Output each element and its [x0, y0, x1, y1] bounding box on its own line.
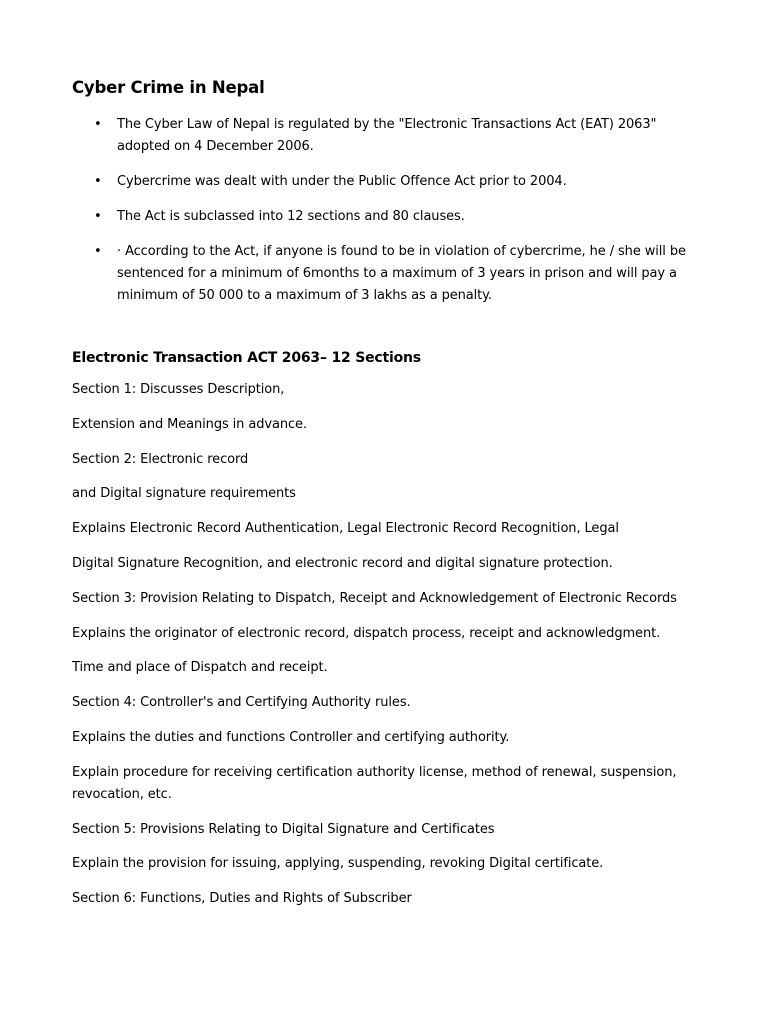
paragraph: Explain the provision for issuing, applying, suspending, revoking Digital certificate. — [72, 856, 604, 872]
list-item — [72, 171, 708, 193]
paragraph: Section 4: Controller's and Certifying Authority rules. — [72, 695, 411, 711]
list-item-text: · According to the Act, if anyone is found to be in violation of cybercrime, he / she will be sentenced for a minimum of 6months to a maximum of 3 years in prison and will pay a minimum of 50 000 to a maximum of 3 lakhs as a penalty. — [117, 244, 686, 303]
paragraph: Section 3: Provision Relating to Dispatch, Receipt and Acknowledgement of Electronic Records — [72, 590, 677, 606]
paragraph: Time and place of Dispatch and receipt. — [72, 660, 328, 676]
paragraph: Extension and Meanings in advance. — [72, 416, 307, 432]
section-heading: Electronic Transaction ACT 2063– 12 Sections — [72, 350, 421, 366]
body-text — [72, 379, 708, 910]
bullet-icon: • — [94, 117, 102, 132]
list-item — [72, 206, 708, 228]
paragraph: Explains the duties and functions Controller and certifying authority. — [72, 729, 510, 745]
paragraph: Explains Electronic Record Authentication, Legal Electronic Record Recognition, Legal — [72, 521, 619, 537]
bullet-list — [72, 114, 708, 307]
page-title: Cyber Crime in Nepal — [72, 78, 265, 97]
bullet-icon: • — [94, 174, 102, 189]
list-item-text: Cybercrime was dealt with under the Public Offence Act prior to 2004. — [117, 174, 567, 189]
paragraph: and Digital signature requirements — [72, 486, 296, 502]
paragraph: Explains the originator of electronic record, dispatch process, receipt and acknowledgment. — [72, 625, 661, 641]
list-item-text: The Act is subclassed into 12 sections and 80 clauses. — [117, 209, 465, 224]
paragraph: Section 6: Functions, Duties and Rights of Subscriber — [72, 891, 412, 907]
list-item — [72, 114, 708, 158]
bullet-icon: • — [94, 209, 102, 224]
list-item-text: The Cyber Law of Nepal is regulated by the "Electronic Transactions Act (EAT) 2063" adopted on 4 December 2006. — [117, 117, 657, 154]
bullet-icon: • — [94, 244, 102, 259]
paragraph: Section 2: Electronic record — [72, 451, 249, 467]
paragraph: Explain procedure for receiving certification authority license, method of renewal, suspension, revocation, etc. — [72, 764, 677, 802]
paragraph: Section 1: Discusses Description, — [72, 382, 285, 397]
paragraph: Digital Signature Recognition, and electronic record and digital signature protection. — [72, 555, 613, 571]
paragraph: Section 5: Provisions Relating to Digital Signature and Certificates — [72, 821, 495, 837]
list-item — [72, 241, 708, 307]
